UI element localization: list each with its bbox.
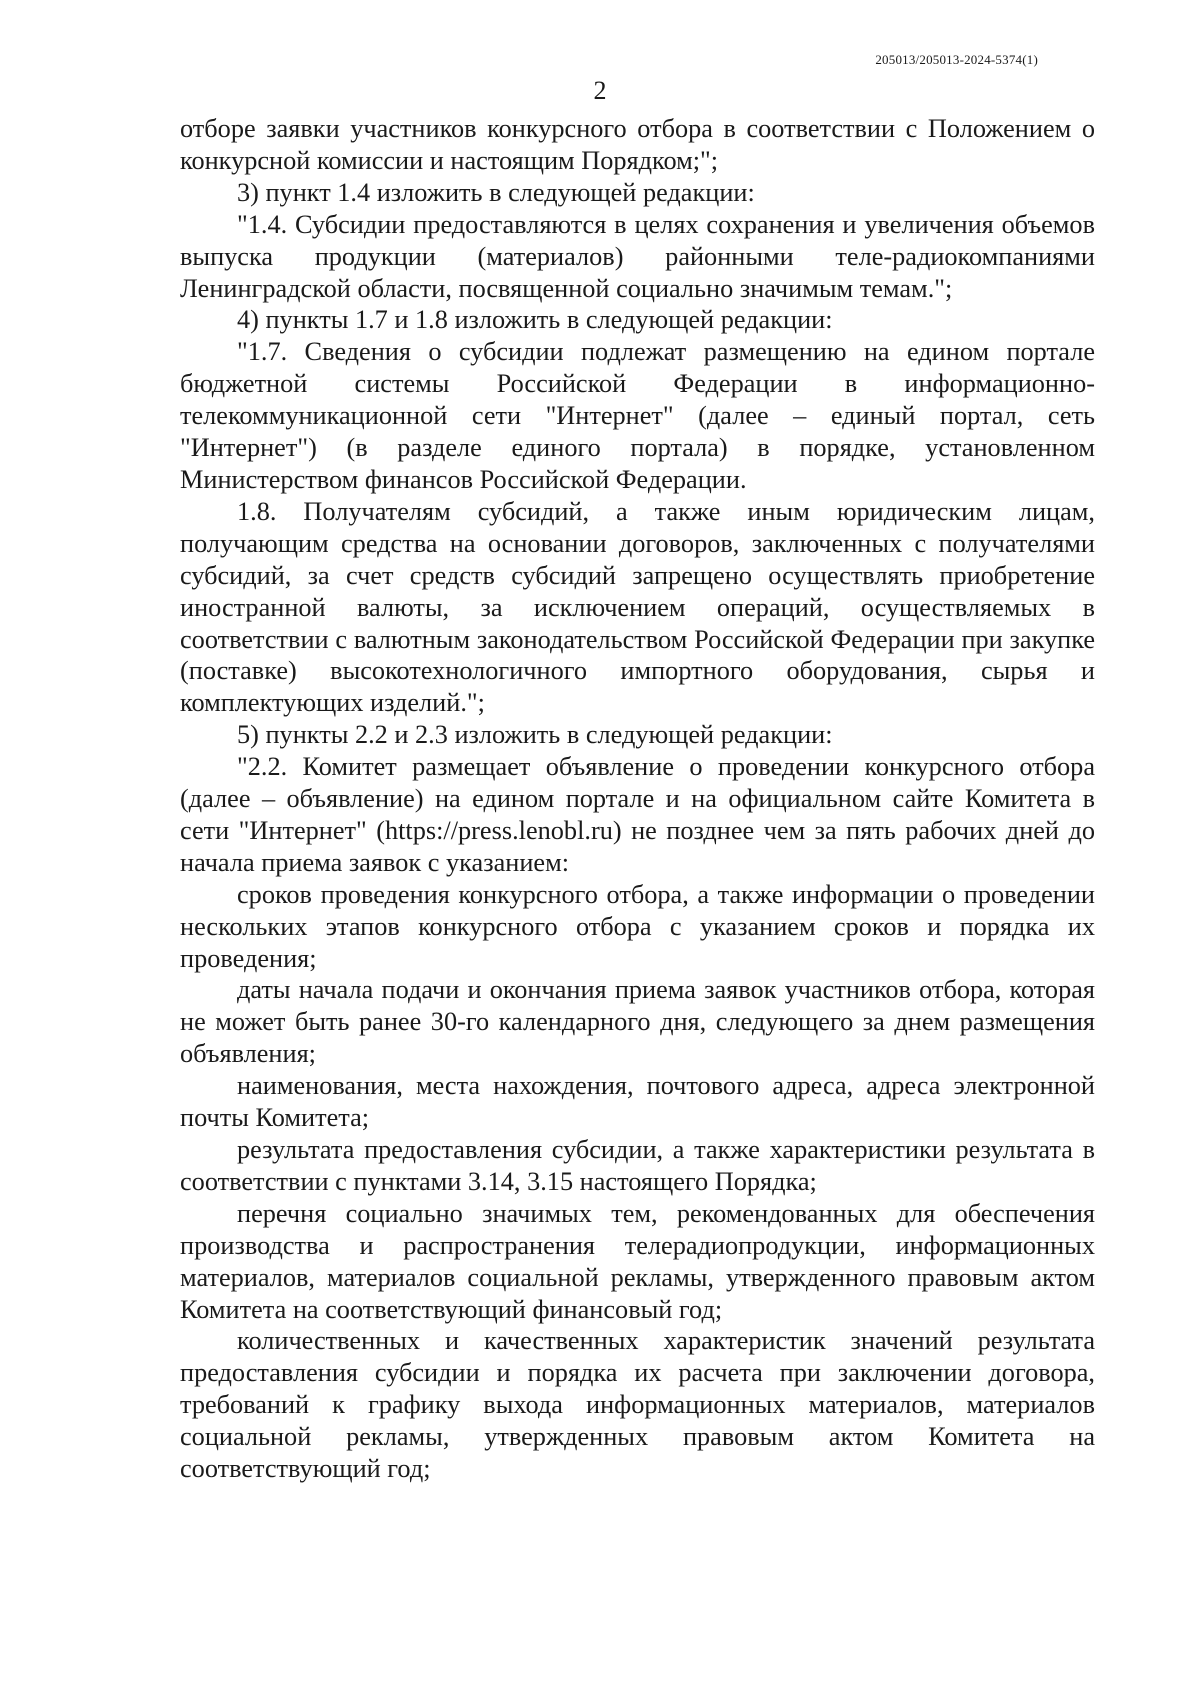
paragraph-item-5: 5) пункты 2.2 и 2.3 изложить в следующей редакции: <box>237 720 833 750</box>
paragraph-clause-1-7: "1.7. Сведения о субсидии подлежат размещению на едином портале бюджетной системы Российской Федерации в информационно-телекоммуникационной сети "Интернет" (далее – единый портал, сеть "Интернет") (в разделе единого портала) в порядке, установленном Министерством финансов Российской Федерации. <box>180 337 1095 494</box>
paragraph-list-result: результата предоставления субсидии, а также характеристики результата в соответствии с пунктами 3.14, 3.15 настоящего Порядка; <box>180 1135 1095 1196</box>
paragraph-clause-1-8: 1.8. Получателям субсидий, а также иным юридическим лицам, получающим средства на основании договоров, заключенных с получателями субсидий, за счет средств субсидий запрещено осуществлять приобретение иностранной валюты, за исключением операций, осуществляемых в соответствии с валютным законодательством Российской Федерации при закупке (поставке) высокотехнологичного импортного оборудования, сырья и комплектующих изделий."; <box>180 496 1095 718</box>
paragraph-list-characteristics: количественных и качественных характеристик значений результата предоставления субсидии и порядка их расчета при заключении договора, требований к графику выхода информационных материалов, материалов социальной рекламы, утвержденных правовым актом Комитета на соответствующий год; <box>180 1326 1095 1484</box>
document-registration-number: 205013/205013-2024-5374(1) <box>875 52 1038 67</box>
paragraph-clause-2-2: "2.2. Комитет размещает объявление о проведении конкурсного отбора (далее – объявление) на едином портале и на официальном сайте Комитета в сети "Интернет" (https://press.lenobl.ru) не позднее чем за пять рабочих дней до начала приема заявок с указанием: <box>180 752 1095 877</box>
paragraph-continuation: отборе заявки участников конкурсного отбора в соответствии с Положением о конкурсной комиссии и настоящим Порядком;"; <box>180 114 1095 175</box>
document-body <box>180 113 1095 1485</box>
paragraph-list-dates: даты начала подачи и окончания приема заявок участников отбора, которая не может быть ранее 30-го календарного дня, следующего за днем размещения объявления; <box>180 975 1095 1069</box>
paragraph-clause-1-4: "1.4. Субсидии предоставляются в целях сохранения и увеличения объемов выпуска продукции (материалов) районными теле-радиокомпаниями Ленинградской области, посвященной социально значимым темам."; <box>180 209 1095 303</box>
paragraph-list-topics: перечня социально значимых тем, рекомендованных для обеспечения производства и распространения телерадиопродукции, информационных материалов, материалов социальной рекламы, утвержденного правовым актом Комитета на соответствующий финансовый год; <box>180 1198 1095 1324</box>
page-number: 2 <box>593 76 607 105</box>
paragraph-list-names: наименования, места нахождения, почтового адреса, адреса электронной почты Комитета; <box>180 1071 1095 1133</box>
paragraph-item-3: 3) пункт 1.4 изложить в следующей редакции: <box>237 177 755 207</box>
paragraph-item-4: 4) пункты 1.7 и 1.8 изложить в следующей редакции: <box>237 305 833 335</box>
paragraph-list-terms: сроков проведения конкурсного отбора, а также информации о проведении нескольких этапов конкурсного отбора с указанием сроков и порядка их проведения; <box>180 879 1095 973</box>
